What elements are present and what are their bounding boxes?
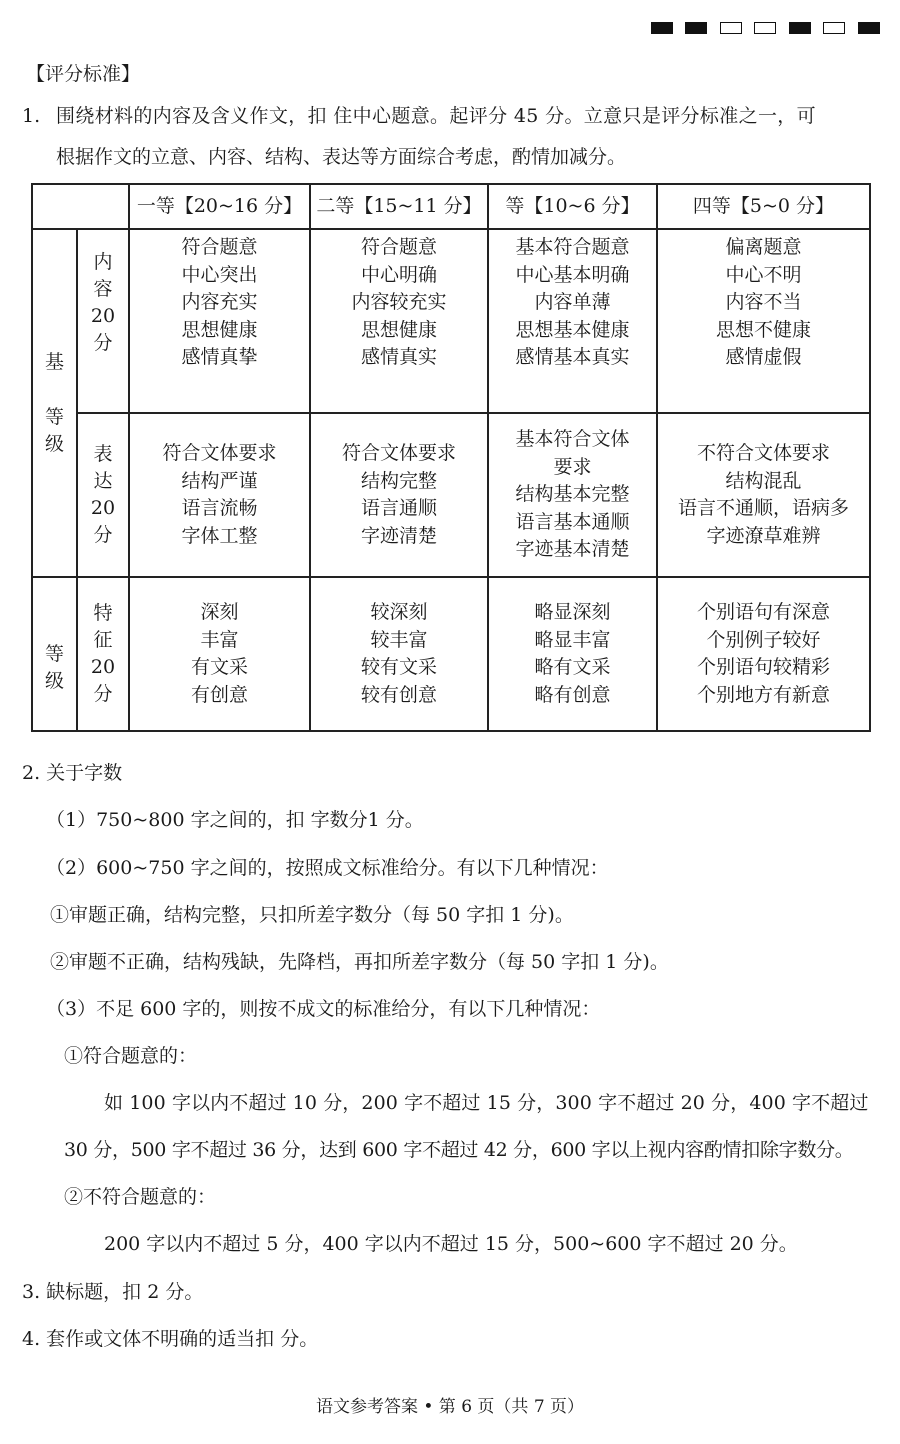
cell-line: 感情虚假 xyxy=(725,346,802,369)
row-label-char: 达 xyxy=(93,470,113,492)
item1-line2: 根据作文的立意、内容、结构、表达等方面综合考虑，酌情加减分。 xyxy=(56,146,627,168)
cell-line: 有文采 xyxy=(190,656,248,678)
cell-line: 基本符合题意 xyxy=(515,236,630,259)
cell-line: 语言流畅 xyxy=(181,497,258,519)
table-cell xyxy=(657,229,870,413)
cell-line: 中心基本明确 xyxy=(515,263,630,286)
cell-line: 偏离题意 xyxy=(725,236,802,259)
row-label-expression xyxy=(77,413,129,577)
page-marker xyxy=(789,22,811,34)
cell-line: 个别语句有深意 xyxy=(696,601,830,623)
page-marker xyxy=(651,22,673,34)
group-label-char: 等 xyxy=(44,643,64,665)
cell-line: 较有创意 xyxy=(360,683,437,706)
page-marker xyxy=(858,22,880,34)
item2-title: 2. 关于字数 xyxy=(22,762,123,784)
cell-line: 结构完整 xyxy=(360,469,437,492)
row-label-char: 表 xyxy=(93,443,113,465)
item2-p10: 200 字以内不超过 5 分，400 字以内不超过 15 分，500~600 字不超过 20 分。 xyxy=(104,1233,798,1255)
cell-line: 思想基本健康 xyxy=(515,318,630,341)
cell-line: 结构严谨 xyxy=(181,469,258,492)
cell-line: 有创意 xyxy=(190,683,248,706)
grading-table xyxy=(31,183,871,732)
page-marker xyxy=(823,22,845,34)
cell-line: 丰富 xyxy=(200,628,239,651)
cell-line: 内容不当 xyxy=(725,291,802,314)
cell-line: 个别例子较好 xyxy=(706,628,821,651)
item2-p5: （3）不足 600 字的，则按不成文的标准给分，有以下几种情况： xyxy=(46,998,601,1020)
cell-line: 较深刻 xyxy=(370,601,428,623)
cell-line: 符合题意 xyxy=(360,236,437,259)
cell-line: 符合文体要求 xyxy=(341,442,456,464)
page-marker xyxy=(685,22,707,34)
cell-line: 感情基本真实 xyxy=(515,346,630,369)
row-label-char: 20 xyxy=(90,305,116,327)
page-footer: 语文参考答案 • 第 6 页（共 7 页） xyxy=(315,1397,585,1417)
header-grade-3: 等【10~6 分】 xyxy=(505,194,640,217)
item2-p2: （2）600~750 字之间的，按照成文标准给分。有以下几种情况： xyxy=(46,857,609,879)
row-label-char: 20 xyxy=(90,497,116,519)
cell-line: 符合文体要求 xyxy=(162,442,277,464)
table-cell xyxy=(129,577,310,731)
header-grade-4: 四等【5~0 分】 xyxy=(692,194,835,217)
item2-p8: 30 分，500 字不超过 36 分，达到 600 字不超过 42 分，600 字以上视内容酌情扣除字数分。 xyxy=(64,1139,854,1161)
group-label-char: 级 xyxy=(44,670,64,692)
cell-line: 略显深刻 xyxy=(534,601,611,623)
cell-line: 中心明确 xyxy=(360,263,437,286)
table-cell xyxy=(310,229,488,413)
cell-line: 略有文采 xyxy=(534,656,611,678)
cell-line: 略显丰富 xyxy=(534,628,611,651)
cell-line: 语言不通顺，语病多 xyxy=(677,497,849,519)
group-label-char: 级 xyxy=(44,432,64,455)
header-grade-2: 二等【15~11 分】 xyxy=(316,194,482,217)
table-cell xyxy=(488,577,657,731)
group-label-basic xyxy=(32,229,77,577)
row-label-features xyxy=(77,577,129,731)
cell-line: 内容单薄 xyxy=(534,291,611,314)
row-label-char: 特 xyxy=(93,602,113,624)
item2-p3: ①审题正确，结构完整，只扣所差字数分（每 50 字扣 1 分)。 xyxy=(50,904,574,926)
cell-line: 个别地方有新意 xyxy=(696,683,830,706)
row-label-char: 征 xyxy=(93,629,113,651)
cell-line: 思想不健康 xyxy=(715,318,811,341)
item2-p7: 如 100 字以内不超过 10 分，200 字不超过 15 分，300 字不超过 20 分，400 字不超过 xyxy=(104,1092,869,1114)
table-cell xyxy=(129,229,310,413)
row-label-char: 分 xyxy=(93,683,113,705)
row-label-char: 容 xyxy=(93,278,113,300)
cell-line: 结构混乱 xyxy=(725,469,802,492)
header-grade-1: 一等【20~16 分】 xyxy=(136,194,303,217)
item2-p4: ②审题不正确，结构残缺，先降档，再扣所差字数分（每 50 字扣 1 分)。 xyxy=(50,951,669,973)
cell-line: 思想健康 xyxy=(360,318,437,341)
cell-line: 较丰富 xyxy=(370,628,428,651)
item1-line1: 围绕材料的内容及含义作文，扣 住中心题意。起评分 45 分。立意只是评分标准之一，可 xyxy=(56,105,816,127)
row-label-char: 分 xyxy=(93,332,113,354)
cell-line: 语言基本通顺 xyxy=(515,510,630,533)
group-label-char: 基 xyxy=(44,350,64,373)
item2-p1: （1）750~800 字之间的，扣 字数分1 分。 xyxy=(46,809,424,831)
row-label-content xyxy=(77,229,129,413)
table-cell xyxy=(488,229,657,413)
table-cell xyxy=(310,413,488,577)
row-label-char: 内 xyxy=(93,251,113,273)
cell-line: 较有文采 xyxy=(360,656,437,678)
table-cell xyxy=(310,577,488,731)
cell-line: 思想健康 xyxy=(181,318,258,341)
item3: 3. 缺标题，扣 2 分。 xyxy=(22,1281,204,1303)
cell-line: 字迹基本清楚 xyxy=(515,538,630,561)
cell-line: 中心不明 xyxy=(725,263,802,286)
cell-line: 语言通顺 xyxy=(360,497,437,519)
row-label-char: 分 xyxy=(93,524,113,546)
row-label-char: 20 xyxy=(90,656,116,678)
cell-line: 符合题意 xyxy=(181,236,258,259)
cell-line: 基本符合文体 xyxy=(515,428,630,451)
section-title: 【评分标准】 xyxy=(26,63,141,85)
cell-line: 个别语句较精彩 xyxy=(696,656,830,678)
cell-line: 字体工整 xyxy=(181,524,258,547)
table-cell xyxy=(657,413,870,577)
page-marker xyxy=(720,22,742,34)
cell-line: 内容充实 xyxy=(181,291,258,314)
cell-line: 字迹清楚 xyxy=(360,524,437,547)
table-cell xyxy=(129,413,310,577)
cell-line: 深刻 xyxy=(200,601,239,623)
item2-p9: ②不符合题意的： xyxy=(64,1186,217,1208)
cell-line: 中心突出 xyxy=(181,263,258,286)
item4: 4. 套作或文体不明确的适当扣 分。 xyxy=(22,1328,319,1350)
cell-line: 要求 xyxy=(553,455,592,478)
page-marker xyxy=(754,22,776,34)
cell-line: 略有创意 xyxy=(534,683,611,706)
item1-number: 1. xyxy=(22,105,41,127)
table-cell xyxy=(657,577,870,731)
cell-line: 字迹潦草难辨 xyxy=(706,524,821,547)
cell-line: 不符合文体要求 xyxy=(696,442,830,464)
cell-line: 感情真挚 xyxy=(181,346,258,369)
cell-line: 感情真实 xyxy=(360,346,437,369)
item2-p6: ①符合题意的： xyxy=(64,1045,198,1067)
group-label-development xyxy=(32,577,77,731)
table-cell xyxy=(488,413,657,577)
cell-line: 结构基本完整 xyxy=(515,483,630,506)
cell-line: 内容较充实 xyxy=(351,291,447,314)
group-label-char: 等 xyxy=(44,405,64,428)
